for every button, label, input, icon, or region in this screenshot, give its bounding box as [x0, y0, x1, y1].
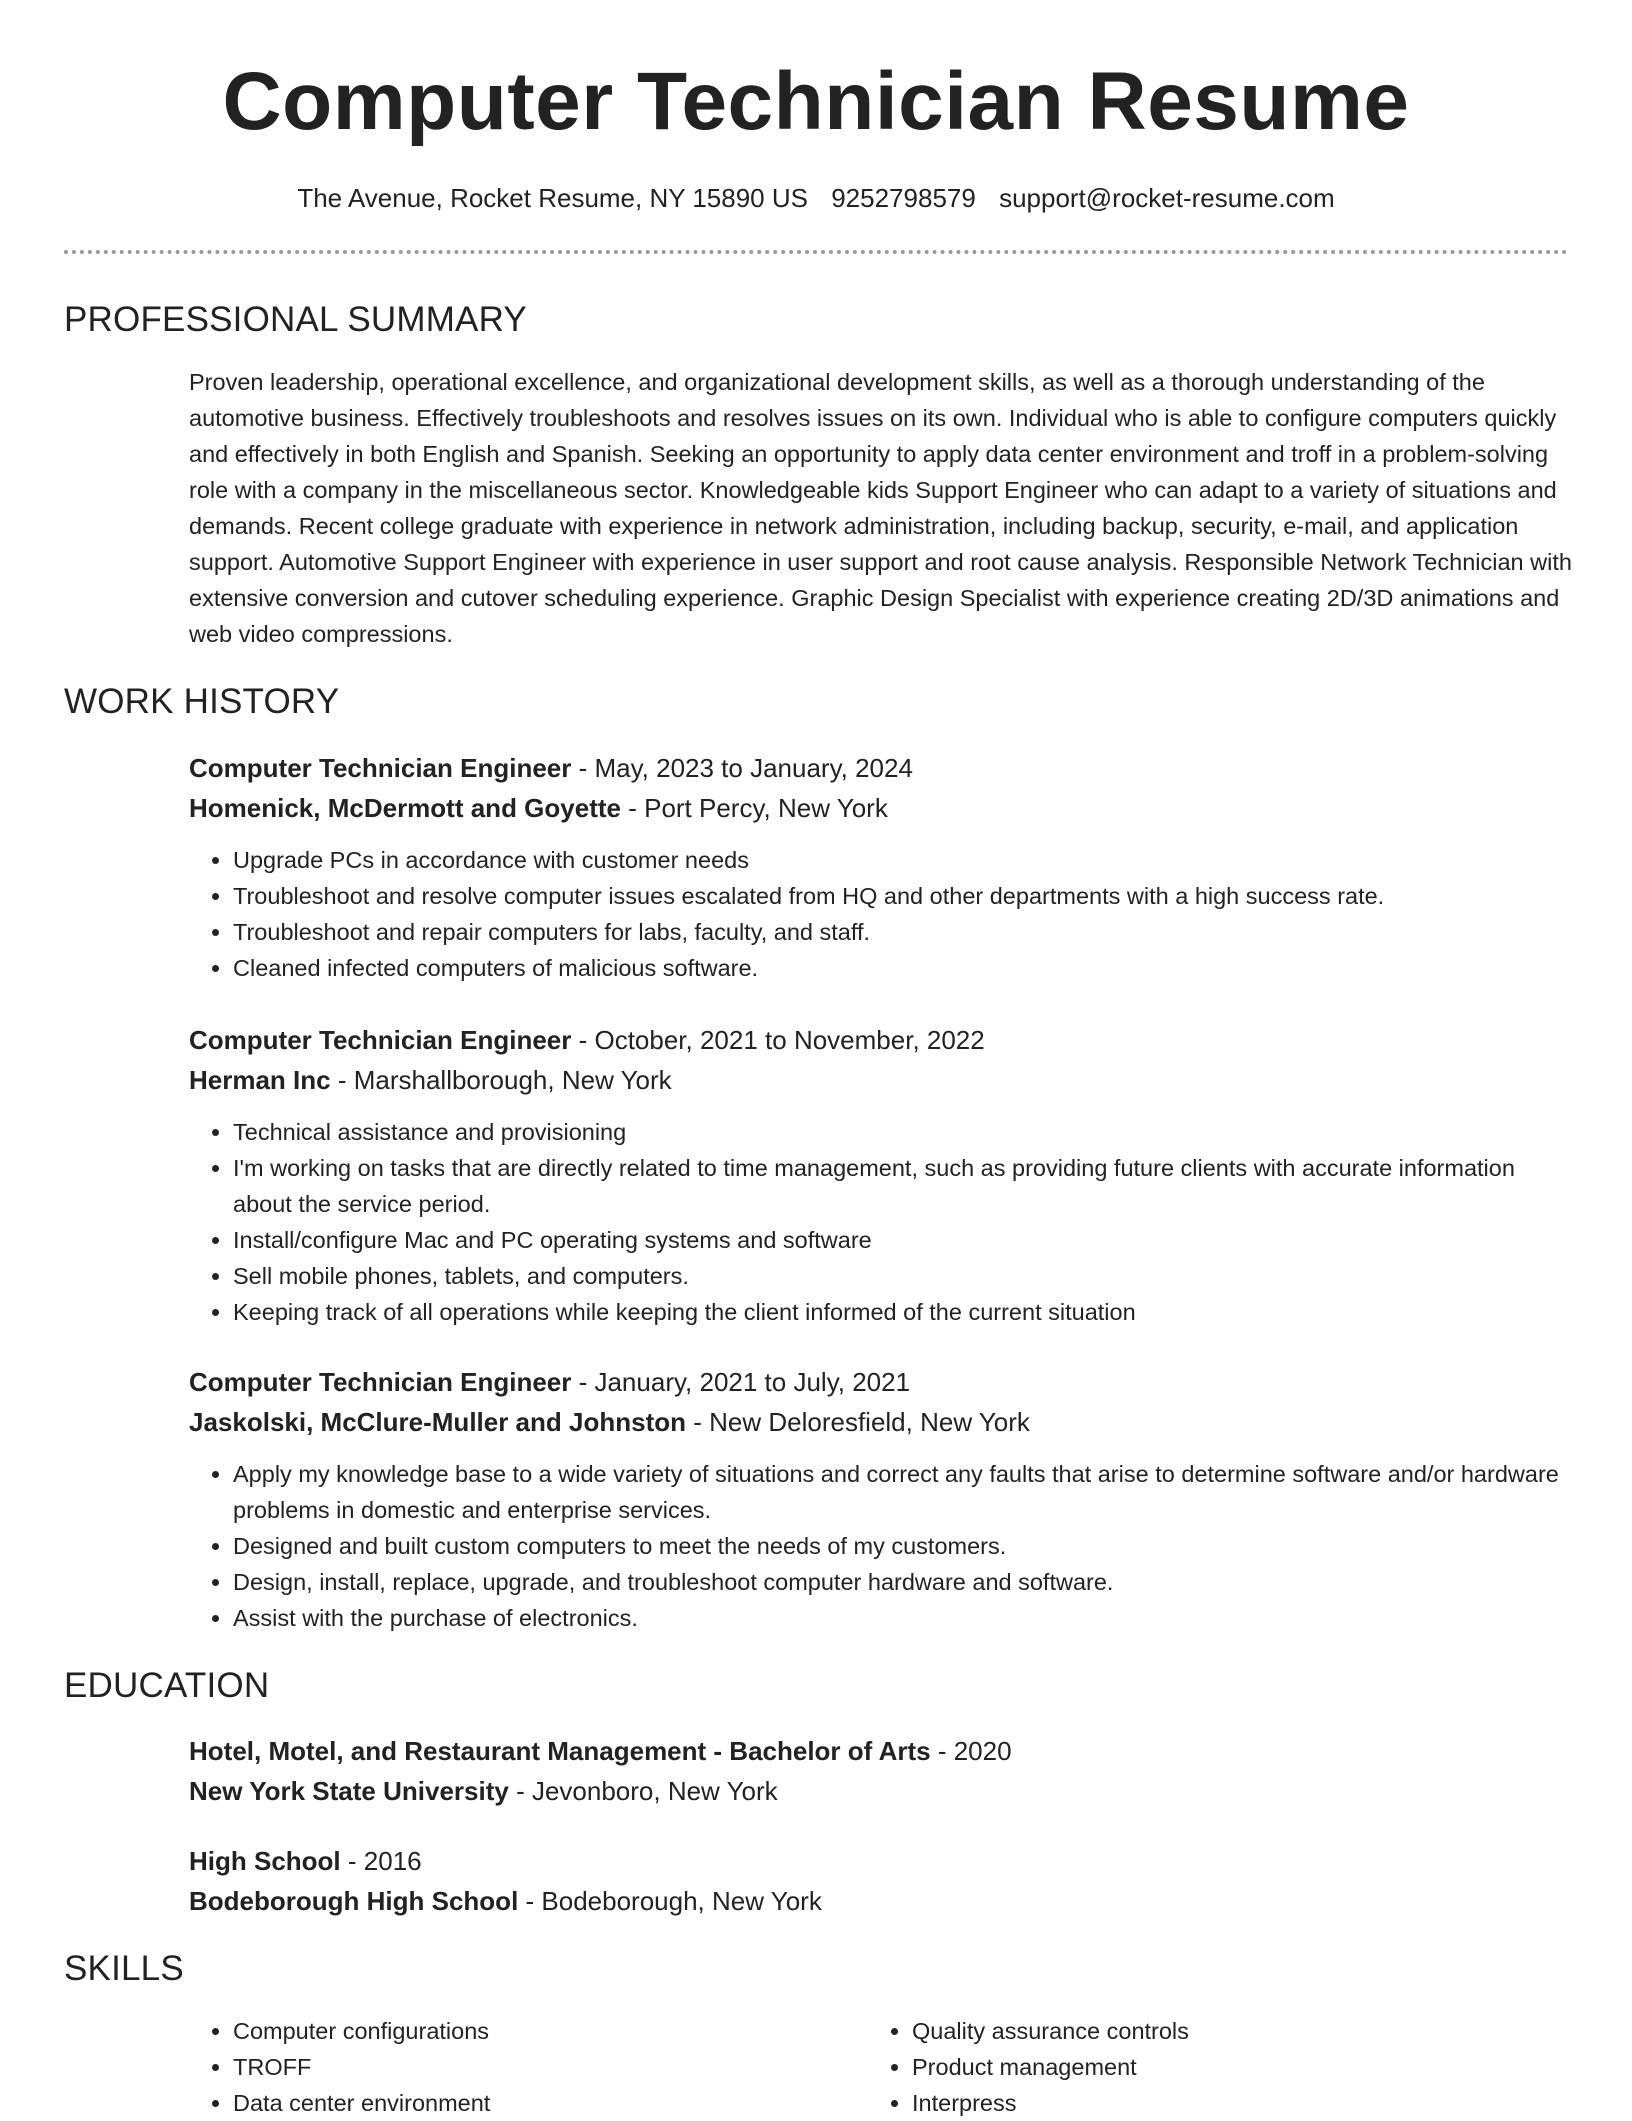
- skill-item: • Product management: [912, 2049, 1488, 2085]
- job-bullets: [189, 842, 1569, 986]
- contact-email: support@rocket-resume.com: [999, 183, 1335, 213]
- contact-info: [0, 180, 1632, 216]
- list-item: • Design, install, replace, upgrade, and troubleshoot computer hardware and software.: [233, 1564, 1569, 1600]
- job-title-line: [189, 748, 1569, 788]
- list-item: • Sell mobile phones, tablets, and computers.: [233, 1258, 1569, 1294]
- list-item: • Troubleshoot and resolve computer issues escalated from HQ and other departments with a high success rate.: [233, 878, 1569, 914]
- skill-item: • Data center environment: [233, 2085, 809, 2121]
- job-title: Computer Technician Engineer: [189, 753, 572, 783]
- list-item: • Apply my knowledge base to a wide variety of situations and correct any faults that arise to determine software and/or hardware problems in domestic and enterprise services.: [233, 1456, 1569, 1528]
- skill-item: • TROFF: [233, 2049, 809, 2085]
- skill-item: • Interpress: [912, 2085, 1488, 2121]
- degree-year: - 2016: [347, 1846, 422, 1876]
- list-item: • Assist with the purchase of electronics.: [233, 1600, 1569, 1636]
- job-location: - Port Percy, New York: [628, 793, 888, 823]
- resume-title: Computer Technician Resume: [222, 56, 1410, 147]
- job-company: Homenick, McDermott and Goyette: [189, 793, 621, 823]
- job-title-line: [189, 1362, 1569, 1402]
- work-entry-2: [189, 1020, 1569, 1330]
- section-title-education: EDUCATION: [64, 1666, 270, 1705]
- list-item: • Technical assistance and provisioning: [233, 1114, 1569, 1150]
- school-location: - Jevonboro, New York: [516, 1776, 778, 1806]
- header-divider: [64, 250, 1568, 254]
- job-company: Jaskolski, McClure-Muller and Johnston: [189, 1407, 686, 1437]
- job-title-line: [189, 1020, 1569, 1060]
- job-title: Computer Technician Engineer: [189, 1025, 572, 1055]
- job-location: - New Deloresfield, New York: [693, 1407, 1030, 1437]
- school-location: - Bodeborough, New York: [525, 1886, 822, 1916]
- education-entry-2: [189, 1841, 1569, 1921]
- list-item: • Keeping track of all operations while keeping the client informed of the current situation: [233, 1294, 1569, 1330]
- list-item: • Install/configure Mac and PC operating systems and software: [233, 1222, 1569, 1258]
- school-name: Bodeborough High School: [189, 1886, 519, 1916]
- skills-list: [868, 2013, 1488, 2121]
- job-company: Herman Inc: [189, 1065, 331, 1095]
- job-bullets: [189, 1456, 1569, 1636]
- school-name: New York State University: [189, 1776, 509, 1806]
- work-entry-3: [189, 1362, 1569, 1636]
- contact-phone: 9252798579: [831, 183, 976, 213]
- education-entry-1: [189, 1731, 1569, 1811]
- skills-column-left: [189, 2013, 809, 2121]
- contact-address: The Avenue, Rocket Resume, NY 15890 US: [297, 183, 808, 213]
- job-title: Computer Technician Engineer: [189, 1367, 572, 1397]
- list-item: • Designed and built custom computers to meet the needs of my customers.: [233, 1528, 1569, 1564]
- skills-list: [189, 2013, 809, 2121]
- summary-text: Proven leadership, operational excellence, and organizational development skills, as well as a thorough understanding of the automotive business. Effectively troubleshoots and resolves issues on its own. Individual who is able to configure computers quickly and effectively in both English and Spanish. Seeking an opportunity to apply data center environment and troff in a problem-solving role with a company in the miscellaneous sector. Knowledgeable kids Support Engineer who can adapt to a variety of situations and demands. Recent college graduate with experience in network administration, including backup, security, e-mail, and application support. Automotive Support Engineer with experience in user support and root cause analysis. Responsible Network Technician with extensive conversion and cutover scheduling experience. Graphic Design Specialist with experience creating 2D/3D animations and web video compressions.: [189, 369, 1572, 647]
- skill-item: • Computer configurations: [233, 2013, 809, 2049]
- degree-line: [189, 1841, 1569, 1881]
- section-title-work: WORK HISTORY: [64, 682, 340, 721]
- job-dates: - May, 2023 to January, 2024: [578, 753, 913, 783]
- job-location: - Marshallborough, New York: [337, 1065, 672, 1095]
- list-item: • Upgrade PCs in accordance with customer needs: [233, 842, 1569, 878]
- list-item: • Cleaned infected computers of malicious software.: [233, 950, 1569, 986]
- skills-column-right: [868, 2013, 1488, 2121]
- section-title-summary: PROFESSIONAL SUMMARY: [64, 300, 527, 339]
- degree-year: - 2020: [937, 1736, 1012, 1766]
- list-item: • Troubleshoot and repair computers for labs, faculty, and staff.: [233, 914, 1569, 950]
- job-dates: - October, 2021 to November, 2022: [578, 1025, 985, 1055]
- skill-item: • Quality assurance controls: [912, 2013, 1488, 2049]
- school-line: [189, 1881, 1569, 1921]
- degree-name: Hotel, Motel, and Restaurant Management - Bachelor of Arts: [189, 1736, 931, 1766]
- job-bullets: [189, 1114, 1569, 1330]
- job-company-line: [189, 788, 1569, 828]
- school-line: [189, 1771, 1569, 1811]
- job-company-line: [189, 1402, 1569, 1442]
- degree-name: High School: [189, 1846, 341, 1876]
- work-entry-1: [189, 748, 1569, 986]
- job-dates: - January, 2021 to July, 2021: [578, 1367, 911, 1397]
- list-item: • I'm working on tasks that are directly related to time management, such as providing future clients with accurate information about the service period.: [233, 1150, 1569, 1222]
- job-company-line: [189, 1060, 1569, 1100]
- section-title-skills: SKILLS: [64, 1949, 184, 1988]
- degree-line: [189, 1731, 1569, 1771]
